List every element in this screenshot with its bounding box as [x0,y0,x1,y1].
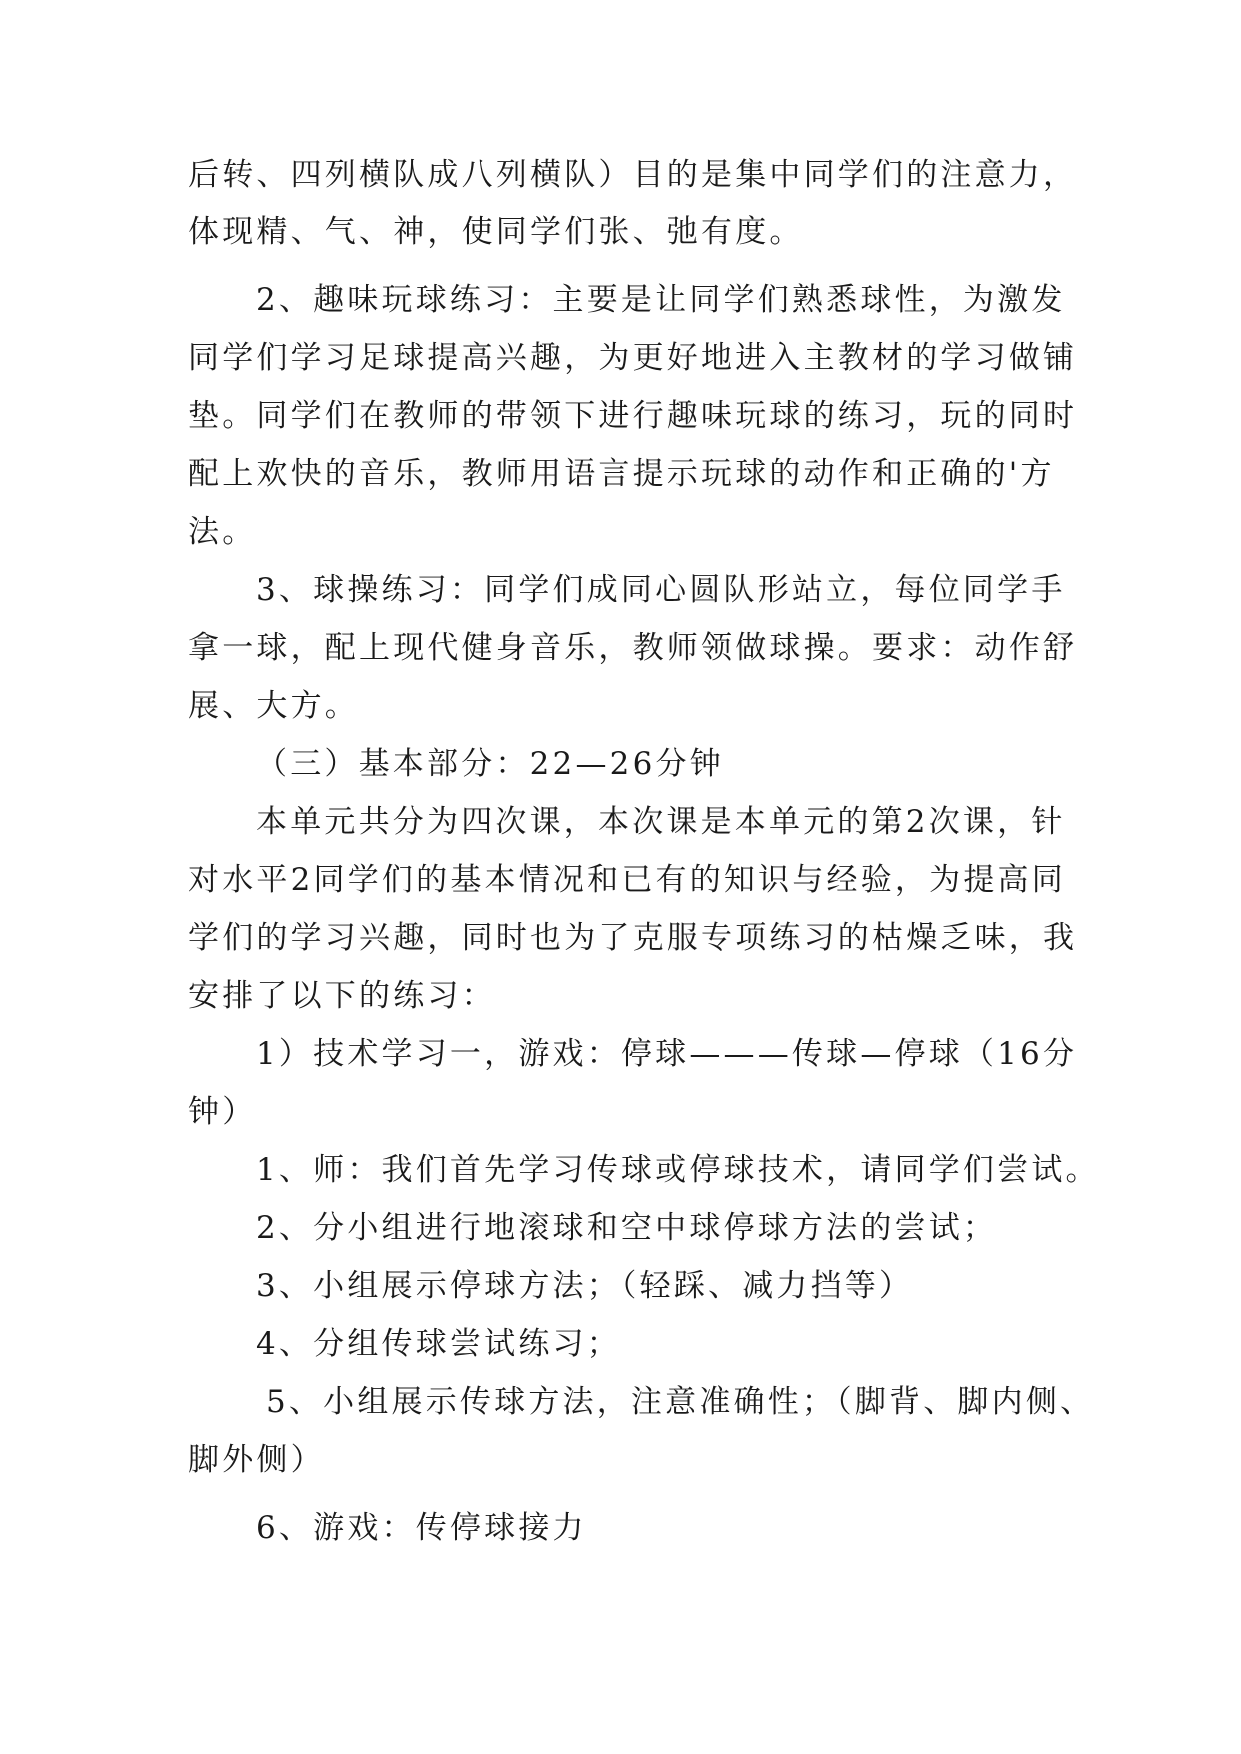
paragraph-line: 同学们学习足球提高兴趣，为更好地进入主教材的学习做铺 [188,340,1078,376]
paragraph-line: 钟） [188,1094,257,1130]
paragraph-line: 法。 [188,514,257,550]
paragraph-line: 垫。同学们在教师的带领下进行趣味玩球的练习，玩的同时 [188,398,1078,434]
paragraph-line: 3、球操练习：同学们成同心圆队形站立，每位同学手 [256,572,1066,608]
paragraph-line: 安排了以下的练习： [188,978,496,1014]
paragraph-line: 对水平2同学们的基本情况和已有的知识与经验，为提高同 [188,862,1066,898]
paragraph-line: 拿一球，配上现代健身音乐，教师领做球操。要求：动作舒 [188,630,1078,666]
paragraph-line: 1）技术学习一，游戏：停球———传球—停球（16分 [256,1036,1078,1072]
paragraph-line: 后转、四列横队成八列横队）目的是集中同学们的注意力， [188,157,1078,193]
paragraph-line: 学们的学习兴趣，同时也为了克服专项练习的枯燥乏味，我 [188,920,1078,956]
paragraph-line: 1、师：我们首先学习传球或停球技术，请同学们尝试。 [256,1152,1100,1188]
paragraph-line: 3、小组展示停球方法；（轻踩、减力挡等） [256,1268,914,1304]
paragraph-line: 2、分小组进行地滚球和空中球停球方法的尝试； [256,1210,998,1246]
paragraph-line: 配上欢快的音乐，教师用语言提示玩球的动作和正确的'方 [188,456,1055,492]
paragraph-line: 脚外侧） [188,1442,325,1478]
paragraph-line: 4、分组传球尝试练习； [256,1326,621,1362]
paragraph-line: 6、游戏：传停球接力 [256,1510,587,1546]
paragraph-line: 2、趣味玩球练习：主要是让同学们熟悉球性，为激发 [256,282,1066,318]
paragraph-line: 本单元共分为四次课，本次课是本单元的第2次课，针 [256,804,1066,840]
paragraph-line: 体现精、气、神，使同学们张、弛有度。 [188,214,804,250]
paragraph-line: 展、大方。 [188,688,359,724]
paragraph-line: 5、小组展示传球方法，注意准确性；（脚背、脚内侧、 [266,1384,1095,1420]
section-heading: （三）基本部分：22—26分钟 [256,746,724,782]
